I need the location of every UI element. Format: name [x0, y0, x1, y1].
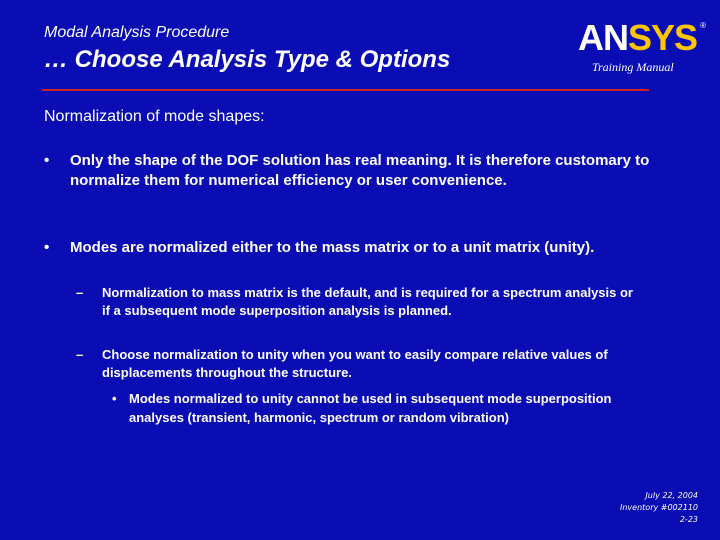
ansys-logo [578, 17, 706, 58]
dash-marker: – [76, 285, 84, 300]
footer-date: July 22, 2004 [645, 491, 698, 500]
sub-bullet-text: Choose normalization to unity when you want to easily compare relative values of displacements throughout the structure. [102, 347, 608, 380]
bullet-item [44, 238, 664, 258]
header-divider [42, 89, 649, 91]
intro-text: Normalization of mode shapes: [44, 108, 265, 125]
logo-sys: SYS [628, 17, 698, 58]
dash-marker: – [76, 347, 84, 362]
bullet-text: Modes are normalized either to the mass matrix or to a unit matrix (unity). [70, 239, 595, 256]
bullet-marker: • [44, 152, 50, 169]
sub-bullet-item [76, 284, 636, 320]
bullet-text: Only the shape of the DOF solution has real meaning. It is therefore customary to normalize them for numerical efficiency or user convenience. [70, 152, 650, 189]
sub-bullet-item [76, 346, 636, 382]
bullet-marker: • [44, 239, 50, 256]
slide-footer [620, 490, 698, 526]
training-manual-label: Training Manual [592, 60, 674, 74]
dot-marker: • [112, 391, 117, 406]
sub-sub-bullet-text: Modes normalized to unity cannot be used in subsequent mode superposition analyses (transient, harmonic, spectrum or random vibration) [129, 391, 612, 425]
sub-sub-bullet-item [112, 389, 642, 427]
logo-registered: ® [700, 21, 706, 30]
slide-supertitle: Modal Analysis Procedure [44, 24, 230, 41]
logo-an: AN [578, 17, 628, 58]
sub-bullet-text: Normalization to mass matrix is the default, and is required for a spectrum analysis or if a subsequent mode superposition analysis is planned. [102, 285, 633, 318]
footer-page-number: 2-23 [679, 515, 698, 524]
footer-inventory: Inventory #002110 [620, 503, 698, 512]
slide-title: … Choose Analysis Type & Options [44, 46, 451, 73]
bullet-item [44, 151, 664, 191]
